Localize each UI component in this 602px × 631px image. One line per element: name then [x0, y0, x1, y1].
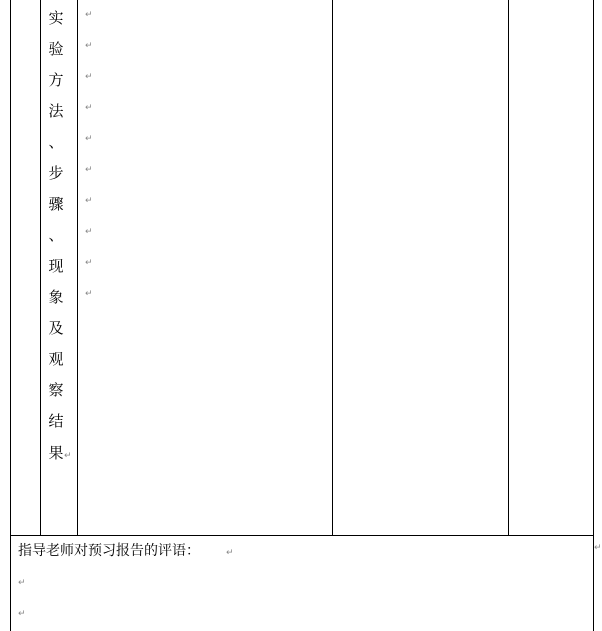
- label-char: 象: [48, 288, 64, 306]
- paragraph-mark-icon: ↵: [85, 258, 93, 268]
- table-left-border: [10, 0, 11, 631]
- label-char: 结: [48, 412, 64, 430]
- label-column-left-border: [40, 0, 41, 535]
- label-char: 察: [48, 381, 64, 399]
- paragraph-mark-icon: ↵: [64, 451, 72, 461]
- label-char: 步: [48, 164, 64, 182]
- label-char: 实: [48, 9, 64, 27]
- column-divider-1: [332, 0, 333, 535]
- row-divider: [10, 535, 594, 536]
- paragraph-mark-icon: ↵: [85, 134, 93, 144]
- paragraph-mark-icon: ↵: [85, 72, 93, 82]
- label-char: 方: [48, 71, 64, 89]
- paragraph-mark-icon: ↵: [85, 196, 93, 206]
- paragraph-mark-icon: ↵: [85, 10, 93, 20]
- paragraph-mark-icon: ↵: [18, 609, 26, 619]
- comment-label: 指导老师对预习报告的评语：: [18, 543, 200, 559]
- table-right-border: [593, 0, 594, 631]
- paragraph-mark-icon: ↵: [85, 289, 93, 299]
- label-char: 及: [48, 319, 64, 337]
- label-column-right-border: [77, 0, 78, 535]
- paragraph-mark-icon: ↵: [85, 165, 93, 175]
- label-char: 、: [48, 133, 64, 151]
- label-char: 法: [48, 102, 64, 120]
- paragraph-mark-icon: ↵: [18, 578, 26, 588]
- paragraph-mark-icon: ↵: [85, 227, 93, 237]
- label-char: 观: [48, 350, 64, 368]
- label-char: 现: [48, 257, 64, 275]
- label-char: 骤: [48, 195, 64, 213]
- paragraph-mark-icon: ↵: [226, 548, 234, 558]
- label-char: 验: [48, 40, 64, 58]
- label-char: 果: [48, 444, 64, 462]
- paragraph-mark-icon: ↵: [85, 41, 93, 51]
- column-divider-2: [508, 0, 509, 535]
- paragraph-mark-icon: ↵: [85, 103, 93, 113]
- row-end-mark-icon: ↵: [594, 543, 602, 553]
- label-char: 、: [48, 226, 64, 244]
